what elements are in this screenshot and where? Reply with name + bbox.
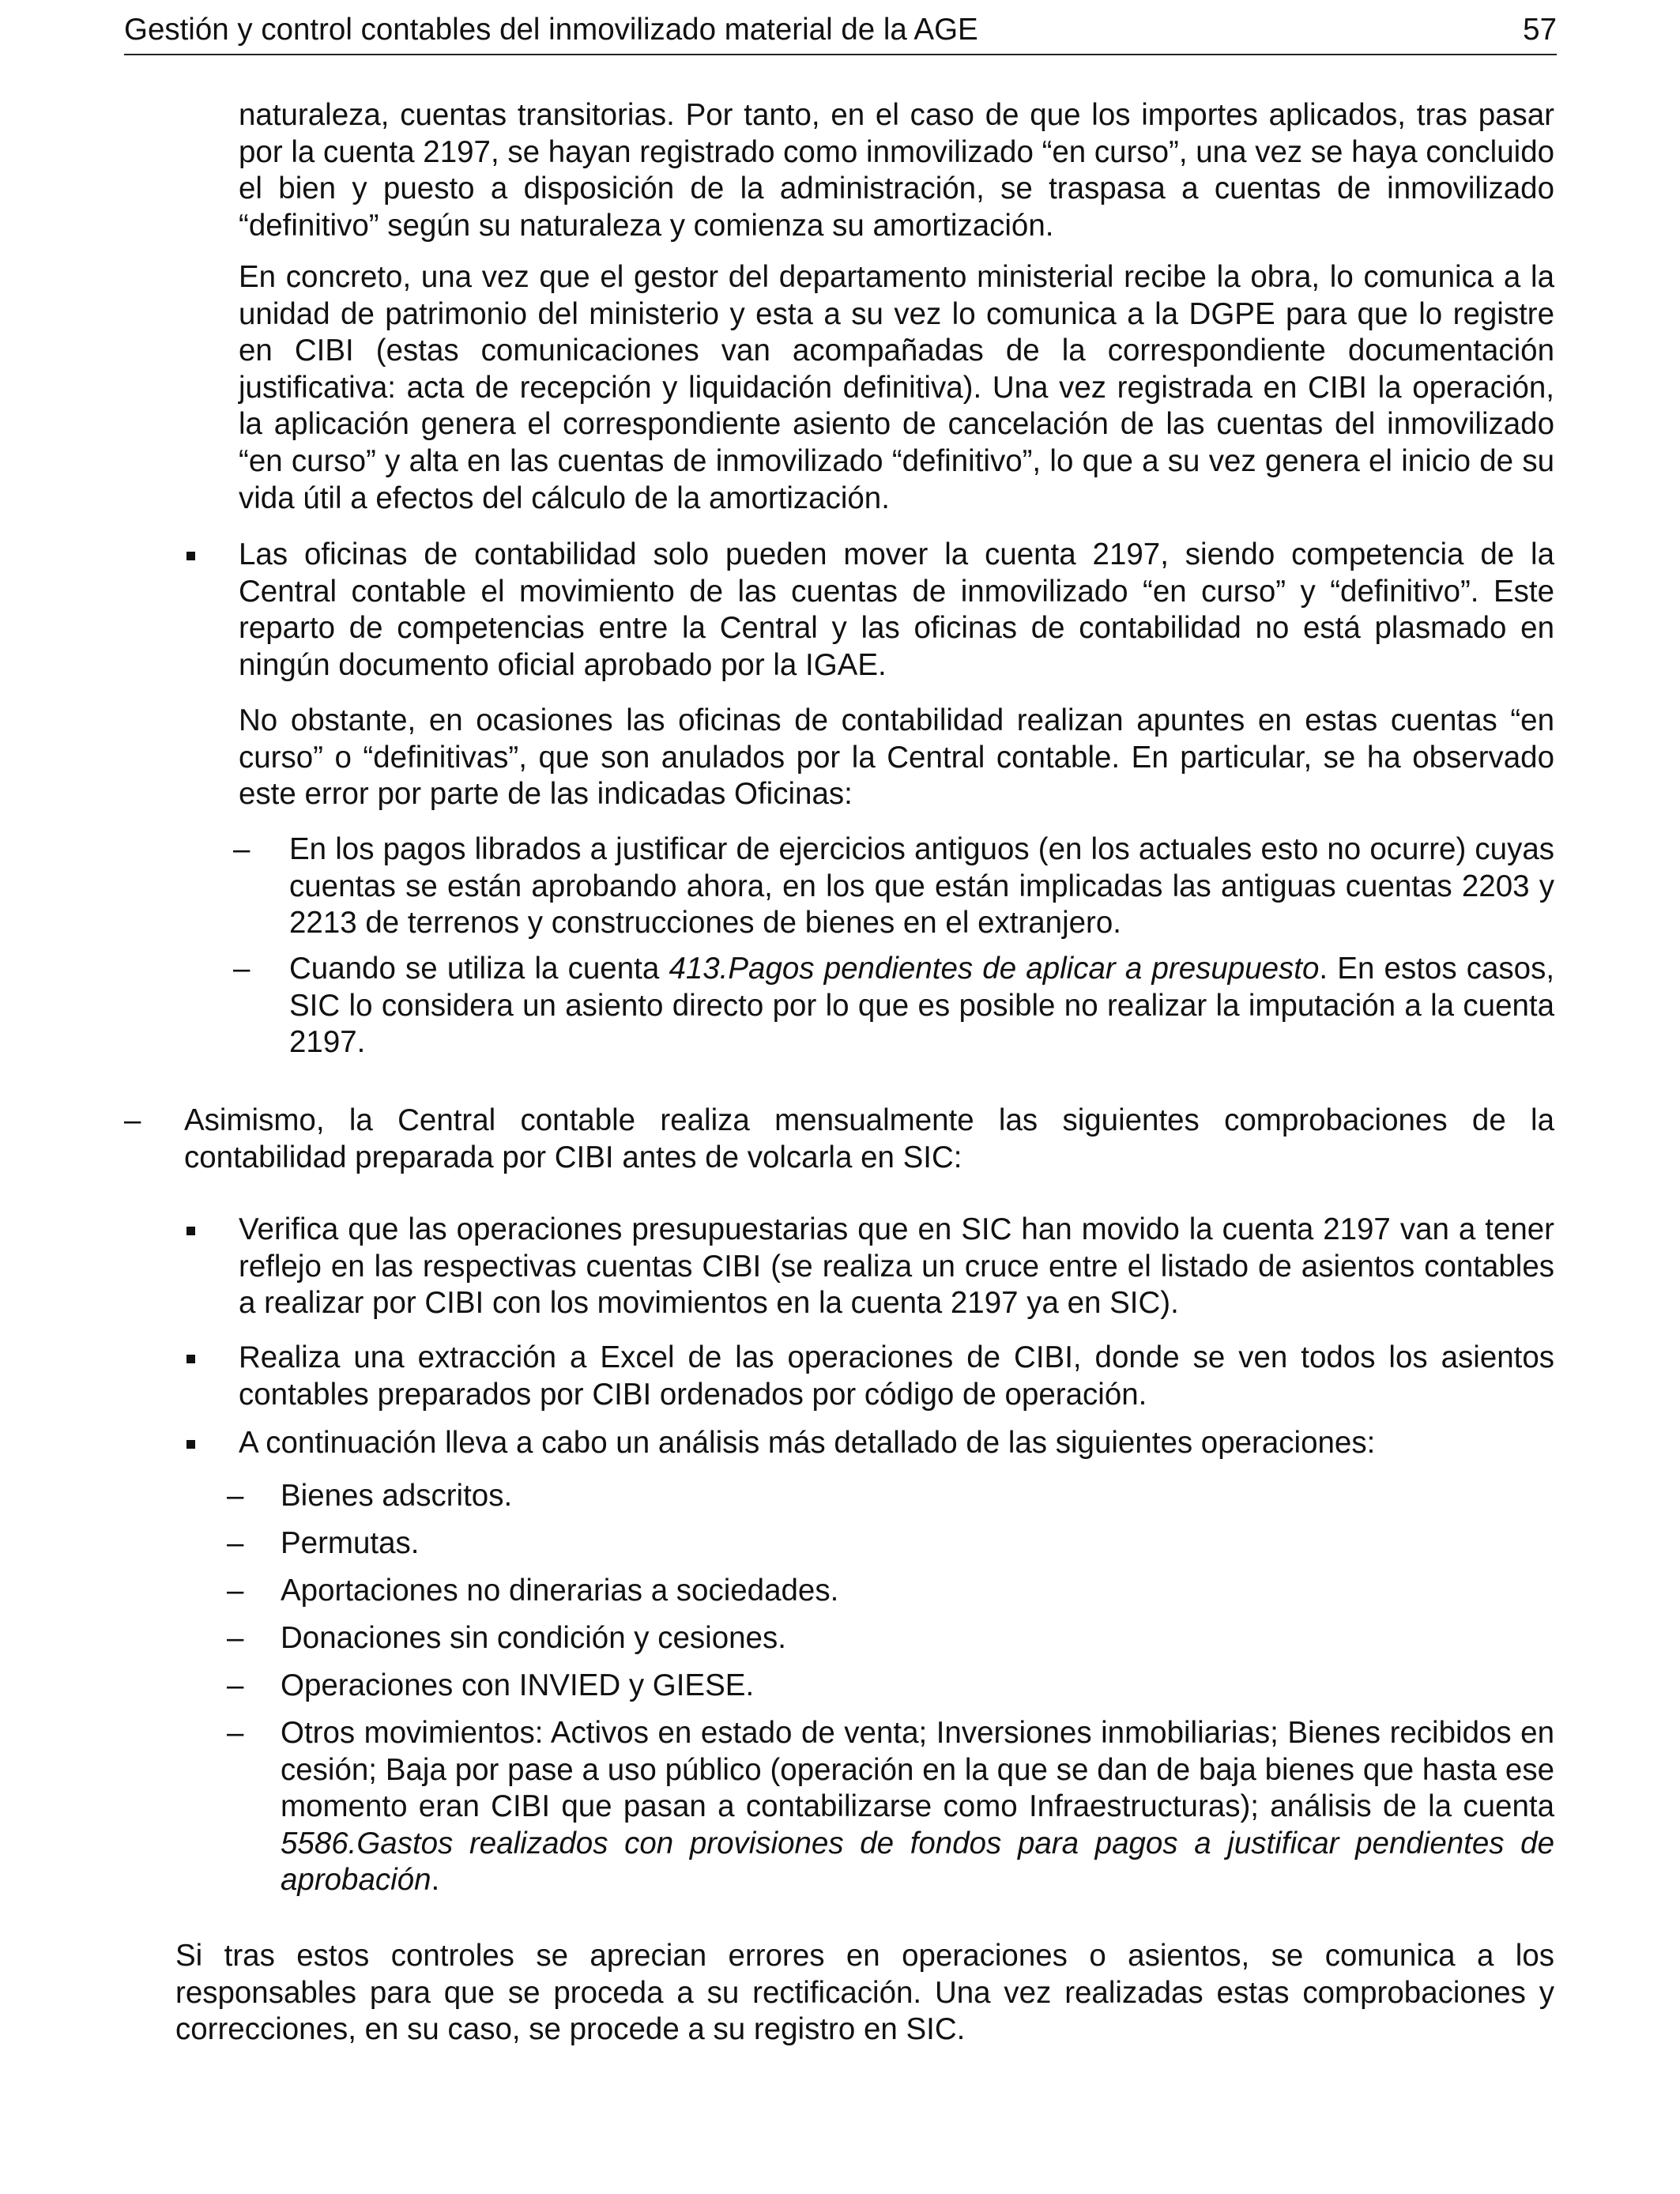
square-bullet-icon [186, 1355, 195, 1363]
list-item-otros-movimientos [281, 1715, 1554, 1899]
paragraph-no-obstante: No obstante, en ocasiones las oficinas de contabilidad realizan apuntes en estas cuentas “en curso” o “definitivas”, que son anulados por la Central contable. En particular, se ha observado este error por parte de las indicadas Oficinas: [239, 703, 1554, 812]
text-run: . [431, 1863, 440, 1898]
square-bullet-icon [186, 1440, 195, 1449]
bullet-oficinas-contabilidad: Las oficinas de contabilidad solo pueden mover la cuenta 2197, siendo competencia de la Central contable el movimiento de las cuentas de inmovilizado “en curso” y “definitivo”. Este reparto de competencias entre la Central y las oficinas de contabilidad no está plasmado en ningún documento oficial aprobado por la IGAE. [239, 537, 1554, 682]
square-bullet-icon [186, 552, 195, 560]
text-run: Cuando se utiliza la cuenta [289, 952, 669, 986]
list-item: Aportaciones no dinerarias a sociedades. [281, 1574, 839, 1608]
bullet-realiza-extraccion: Realiza una extracción a Excel de las operaciones de CIBI, donde se ven todos los asientos contables preparados por CIBI ordenados por código de operación. [239, 1340, 1554, 1412]
italic-account-title: 5586.Gastos realizados con provisiones de fondos para pagos a justificar pendientes de aprobación [281, 1826, 1554, 1898]
bullet-analisis-detallado: A continuación lleva a cabo un análisis más detallado de las siguientes operaciones: [239, 1426, 1376, 1460]
dash-item-asimismo: Asimismo, la Central contable realiza mensualmente las siguientes comprobaciones de la contabilidad preparada por CIBI antes de volcarla en SIC: [184, 1103, 1554, 1174]
list-item: Operaciones con INVIED y GIESE. [281, 1668, 755, 1702]
dash-marker: – [233, 832, 250, 866]
dash-item-cuenta-413 [289, 951, 1554, 1061]
paragraph-en-concreto: En concreto, una vez que el gestor del departamento ministerial recibe la obra, lo comunica a la unidad de patrimonio del ministerio y esta a su vez lo comunica a la DGPE para que lo registre en CIBI (estas comunicaciones van acompañadas de la correspondiente documentación justificativa: acta de recepción y liquidación definitiva). Una vez registrada en CIBI la operación, la aplicación genera el correspondiente asiento de cancelación de las cuentas del inmovilizado “en curso” y alta en las cuentas de inmovilizado “definitivo”, lo que a su vez genera el inicio de su vida útil a efectos del cálculo de la amortización. [239, 260, 1554, 515]
square-bullet-icon [186, 1227, 195, 1235]
bullet-verifica: Verifica que las operaciones presupuestarias que en SIC han movido la cuenta 2197 van a tener reflejo en las respectivas cuentas CIBI (se realiza un cruce entre el listado de asientos contables a realizar por CIBI con los movimientos en la cuenta 2197 ya en SIC). [239, 1212, 1554, 1321]
page-number: 57 [1523, 13, 1557, 47]
text-run: . En estos casos, SIC lo considera un asiento directo por lo que es posible no realizar la imputación a la cuenta 2197. [289, 952, 1555, 1060]
dash-marker: – [227, 1621, 244, 1655]
dash-marker: – [227, 1668, 244, 1702]
dash-marker: – [227, 1479, 244, 1513]
dash-item-pagos-librados: En los pagos librados a justificar de ejercicios antiguos (en los actuales esto no ocurre) cuyas cuentas se están aprobando ahora, en los que están implicadas las antiguas cuentas 2203 y 2213 de terrenos y construcciones de bienes en el extranjero. [289, 832, 1554, 941]
list-item: Donaciones sin condición y cesiones. [281, 1621, 786, 1655]
dash-marker: – [227, 1716, 244, 1750]
paragraph-closing: Si tras estos controles se aprecian errores en operaciones o asientos, se comunica a los responsables para que se proceda a su rectificación. Una vez realizadas estas comprobaciones y correcciones, en su caso, se procede a su registro en SIC. [175, 1939, 1554, 2047]
text-run: Otros movimientos: Activos en estado de venta; Inversiones inmobiliarias; Bienes recibidos en cesión; Baja por pase a uso público (operación en la que se dan de baja bienes que hasta ese momento eran CIBI que pasan a contabilizarse como Infraestructuras); análisis de la cuenta [281, 1716, 1554, 1824]
dash-marker: – [124, 1103, 141, 1137]
list-item: Bienes adscritos. [281, 1479, 513, 1513]
dash-marker: – [227, 1574, 244, 1608]
page-header [124, 11, 1557, 55]
italic-account-title: 413.Pagos pendientes de aplicar a presupuesto [669, 952, 1320, 986]
paragraph-continuation: naturaleza, cuentas transitorias. Por tanto, en el caso de que los importes aplicados, tras pasar por la cuenta 2197, se hayan registrado como inmovilizado “en curso”, una vez se haya concluido el bien y puesto a disposición de la administración, se traspasa a cuentas de inmovilizado “definitivo” según su naturaleza y comienza su amortización. [239, 98, 1555, 243]
list-item: Permutas. [281, 1526, 420, 1560]
running-title: Gestión y control contables del inmovilizado material de la AGE [124, 13, 978, 47]
dash-marker: – [233, 952, 250, 986]
dash-marker: – [227, 1526, 244, 1560]
